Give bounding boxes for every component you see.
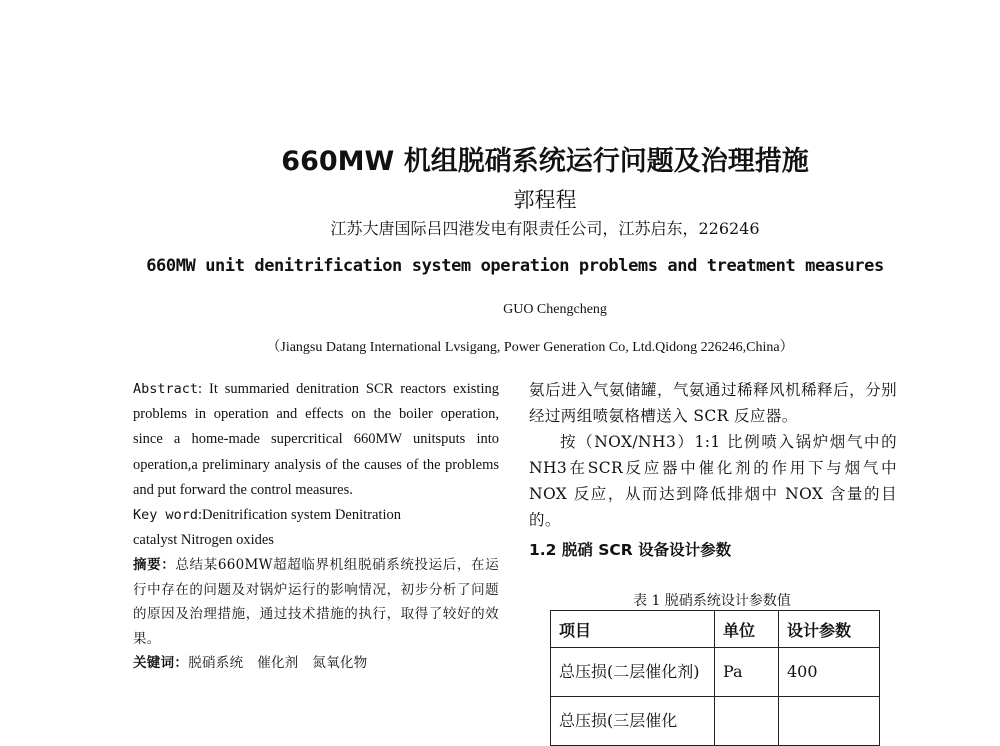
- right-column: [529, 377, 897, 563]
- table-cell: 总压损(二层催化剂): [551, 648, 715, 697]
- abstract-label: Abstract: [133, 381, 199, 397]
- paper-title-en: 660MW unit denitrification system operation problems and treatment measures: [146, 256, 884, 276]
- affiliation-en: （Jiangsu Datang International Lvsigang, Power Generation Co, Ltd.Qidong 226246,China）: [266, 340, 794, 355]
- table-header-row: [551, 611, 880, 648]
- table-cell: [779, 697, 880, 746]
- keywords-en-line2: catalyst Nitrogen oxides: [133, 532, 274, 549]
- abstract-cn: [133, 553, 499, 651]
- author-name-en: GUO Chengcheng: [503, 302, 607, 317]
- abstract-cn-label: 摘要：: [133, 557, 176, 574]
- left-column: [133, 377, 499, 676]
- table-caption: 表 1 脱硝系统设计参数值: [633, 593, 791, 609]
- keywords-cn: [133, 651, 499, 676]
- table-cell: 总压损(三层催化: [551, 697, 715, 746]
- table-header-unit: 单位: [715, 611, 779, 648]
- section-heading: 1.2 脱硝 SCR 设备设计参数: [529, 541, 732, 559]
- abstract-text: : It summaried denitration SCR reactors existing problems in operation and effects on the boiler operation, since a home-made supercritical 660MW unitsputs into operation,a preliminary analysis of the causes of the problems and put forward the control measures.: [133, 381, 499, 498]
- abstract-cn-text: 总结某660MW超超临界机组脱硝系统投运后，在运行中存在的问题及对锅炉运行的影响情况，初步分析了问题的原因及治理措施，通过技术措施的执行，取得了较好的效果。: [133, 557, 499, 647]
- author-name-cn: 郭程程: [513, 188, 577, 212]
- paper-title: 660MW 机组脱硝系统运行问题及治理措施: [281, 146, 809, 177]
- body-paragraph-1: 氨后进入气氨储罐，气氨通过稀释风机稀释后，分别经过两组喷氨格槽送入 SCR 反应器。: [529, 381, 897, 425]
- table-cell: [715, 697, 779, 746]
- table-cell: Pa: [715, 648, 779, 697]
- keywords-en-line1: [133, 503, 499, 528]
- table-row: [551, 697, 880, 746]
- abstract-en: [133, 377, 499, 503]
- affiliation-cn: 江苏大唐国际吕四港发电有限责任公司，江苏启东，226246: [330, 219, 760, 238]
- table-header-value: 设计参数: [779, 611, 880, 648]
- keywords-label: Key word: [133, 507, 199, 524]
- table-row: [551, 648, 880, 697]
- table-header-item: 项目: [551, 611, 715, 648]
- body-paragraph-2: 按（NOX/NH3）1:1 比例喷入锅炉烟气中的NH3在SCR反应器中催化剂的作用下与烟气中 NOX 反应，从而达到降低排烟中 NOX 含量的目的。: [529, 433, 897, 529]
- keywords-en-text: :Denitrification system Denitration: [198, 507, 401, 524]
- table-cell: 400: [779, 648, 880, 697]
- parameter-table: [550, 610, 880, 746]
- keywords-cn-text: 脱硝系统 催化剂 氮氧化物: [188, 655, 368, 672]
- keywords-cn-label: 关键词：: [133, 655, 189, 672]
